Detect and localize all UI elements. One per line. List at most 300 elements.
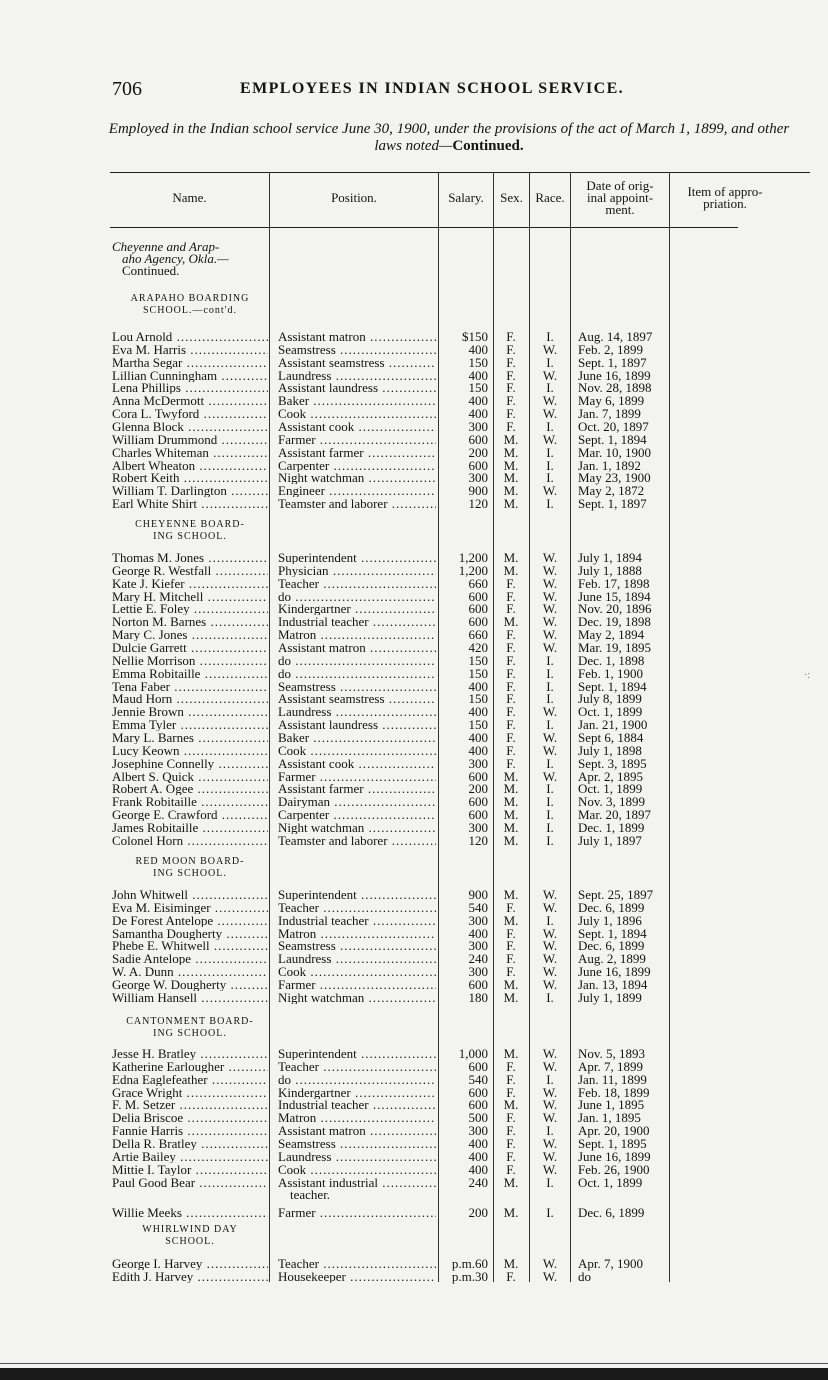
- employee-name: Thomas M. Jones .....: [112, 551, 268, 564]
- employee-salary: 400: [468, 1135, 488, 1151]
- employee-position: Industrial teacher .....: [278, 914, 436, 927]
- employee-salary: 600: [468, 431, 488, 447]
- employee-sex: M.: [503, 832, 519, 848]
- employee-salary: 1,200: [458, 550, 488, 565]
- employee-race: W.: [542, 951, 558, 967]
- section-title-line1: WHIRLWIND DAY: [142, 1224, 238, 1235]
- table-row: [0, 1111, 828, 1124]
- employee-salary: 120: [468, 496, 488, 512]
- employee-name: Eva M. Harris .....: [112, 343, 268, 356]
- column-header-position: Position.: [331, 190, 377, 205]
- employee-position: Laundress .....: [278, 952, 436, 965]
- employee-position: Seamstress .....: [278, 680, 436, 693]
- table-caption: [108, 121, 790, 155]
- employee-race: W.: [542, 964, 558, 980]
- employee-position: Baker .....: [278, 731, 436, 744]
- employee-sex: M.: [503, 562, 519, 578]
- employee-name: George R. Westfall .....: [112, 564, 268, 577]
- caption-italic: Employed in the Indian school service June 30, 1900, under the provisions of the act of March 1, 1899, and other laws noted—: [108, 121, 790, 154]
- employee-name: Delia Briscoe .....: [112, 1111, 268, 1124]
- section-title-line2: SCHOOL.: [165, 1236, 215, 1247]
- table-row: [0, 808, 828, 821]
- employee-salary: 400: [468, 729, 488, 745]
- employee-race: I.: [546, 1071, 554, 1087]
- employee-sex: F.: [506, 575, 516, 591]
- employee-sex: M.: [503, 887, 519, 902]
- table-row: [0, 914, 828, 927]
- employee-sex: M.: [503, 444, 519, 460]
- employee-name: Sadie Antelope .....: [112, 952, 268, 965]
- appointment-date: May 23, 1900: [578, 470, 651, 486]
- table-row: [0, 1060, 828, 1073]
- appointment-date: Apr. 7, 1900: [578, 1256, 643, 1271]
- employee-name: Anna McDermott .....: [112, 394, 268, 407]
- employee-name: George I. Harvey .....: [112, 1257, 268, 1270]
- employee-name: Lucy Keown .....: [112, 744, 268, 757]
- employee-name: Dulcie Garrett .....: [112, 641, 268, 654]
- appointment-date: June 16, 1899: [578, 367, 651, 383]
- employee-salary: 600: [468, 614, 488, 630]
- employee-sex: F.: [506, 367, 516, 383]
- appointment-date: July 1, 1897: [578, 832, 642, 848]
- employee-name: William Hansell .....: [112, 991, 268, 1004]
- employee-sex: F.: [506, 729, 516, 745]
- employee-salary: 600: [468, 1058, 488, 1074]
- employee-salary: 600: [468, 601, 488, 617]
- employee-salary: 600: [468, 1084, 488, 1100]
- table-row: [0, 965, 828, 978]
- table-row: [0, 991, 828, 1004]
- employee-name: Maud Horn .....: [112, 692, 268, 705]
- employee-race: W.: [542, 562, 558, 578]
- employee-race: W.: [542, 1084, 558, 1100]
- appointment-date: Nov. 5, 1893: [578, 1046, 646, 1061]
- appointment-date: Nov. 20, 1896: [578, 601, 652, 617]
- employee-position: Teacher .....: [278, 577, 436, 590]
- employee-name: Edna Eaglefeather .....: [112, 1073, 268, 1086]
- employee-position: Superintendent .....: [278, 888, 436, 901]
- employee-name: Lillian Cunningham .....: [112, 369, 268, 382]
- employee-race: W.: [542, 614, 558, 630]
- employee-sex: F.: [506, 419, 516, 434]
- employee-race: I.: [546, 912, 554, 928]
- table-row: [0, 1073, 828, 1086]
- employee-salary: 400: [468, 704, 488, 720]
- employee-name: William T. Darlington .....: [112, 484, 268, 497]
- table-row: [0, 782, 828, 795]
- appointment-date: Apr. 20, 1900: [578, 1123, 650, 1139]
- appointment-date: Oct. 1, 1899: [578, 1174, 643, 1190]
- employee-race: W.: [542, 899, 558, 915]
- employee-name: Colonel Horn .....: [112, 834, 268, 847]
- section-title: [110, 856, 270, 880]
- employee-name: Charles Whiteman .....: [112, 446, 268, 459]
- table-row: [0, 757, 828, 770]
- table-row: [0, 343, 828, 356]
- employee-race: W.: [542, 483, 558, 499]
- employee-sex: F.: [506, 899, 516, 915]
- employee-sex: F.: [506, 1135, 516, 1151]
- table-top-rule: [110, 172, 810, 173]
- employee-position: Cook .....: [278, 744, 436, 757]
- employee-race: W.: [542, 1046, 558, 1061]
- employee-sex: M.: [503, 550, 519, 565]
- employee-sex: F.: [506, 678, 516, 694]
- table-row: [0, 590, 828, 603]
- employee-race: W.: [542, 550, 558, 565]
- employee-position: Assistant farmer .....: [278, 446, 436, 459]
- appointment-date: Dec. 19, 1898: [578, 614, 651, 630]
- employee-salary: 600: [468, 588, 488, 604]
- appointment-date: Nov. 28, 1898: [578, 380, 652, 396]
- employee-salary: 600: [468, 768, 488, 784]
- employee-sex: M.: [503, 483, 519, 499]
- employee-position: Assistant matron .....: [278, 641, 436, 654]
- agency-heading: [112, 241, 272, 277]
- employee-position: Assistant cook .....: [278, 420, 436, 433]
- employee-race: I.: [546, 989, 554, 1005]
- table-row: [0, 888, 828, 901]
- employee-race: W.: [542, 1135, 558, 1151]
- employee-salary: 150: [468, 652, 488, 668]
- employee-salary: 600: [468, 807, 488, 822]
- appointment-date: do: [578, 1268, 591, 1284]
- appointment-date: June 16, 1899: [578, 1148, 651, 1164]
- appointment-date: Mar. 10, 1900: [578, 444, 651, 460]
- section-title-line2: ING SCHOOL.: [153, 1028, 227, 1039]
- table-row: [0, 718, 828, 731]
- table-row: [0, 602, 828, 615]
- appointment-date: Aug. 14, 1897: [578, 329, 653, 344]
- employee-sex: M.: [503, 912, 519, 928]
- employee-position: Baker .....: [278, 394, 436, 407]
- appointment-date: July 1, 1894: [578, 550, 642, 565]
- table-row: [0, 978, 828, 991]
- table-row: [0, 330, 828, 343]
- appointment-date: Jan. 13, 1894: [578, 977, 648, 992]
- employee-name: Kate J. Kiefer .....: [112, 577, 268, 590]
- employee-position: Seamstress .....: [278, 1137, 436, 1150]
- employee-salary: 150: [468, 380, 488, 396]
- agency-line2: aho Agency, Okla.—: [122, 251, 229, 266]
- employee-salary: 300: [468, 755, 488, 771]
- appointment-date: Feb. 2, 1899: [578, 341, 643, 357]
- table-row: [0, 433, 828, 446]
- table-row: [0, 1257, 828, 1270]
- table-row: [0, 1137, 828, 1150]
- appointment-date: Jan. 1, 1895: [578, 1110, 641, 1126]
- employee-position: Matron .....: [278, 927, 436, 940]
- employee-sex: F.: [506, 1123, 516, 1139]
- appointment-date: Feb. 18, 1899: [578, 1084, 650, 1100]
- employee-position: Industrial teacher .....: [278, 615, 436, 628]
- employee-position: Superintendent .....: [278, 551, 436, 564]
- employee-position: Assistant industrial .....: [278, 1176, 436, 1189]
- date-header-line2: inal appoint-: [586, 190, 654, 205]
- table-row: [0, 615, 828, 628]
- employee-race: I.: [546, 1174, 554, 1190]
- employee-name: Emma Tyler .....: [112, 718, 268, 731]
- employee-race: W.: [542, 588, 558, 604]
- employee-position: Assistant cook .....: [278, 757, 436, 770]
- section-title-line2: ING SCHOOL.: [153, 868, 227, 879]
- employee-race: W.: [542, 406, 558, 422]
- employee-sex: F.: [506, 1148, 516, 1164]
- employee-salary: 660: [468, 627, 488, 643]
- employee-sex: F.: [506, 925, 516, 941]
- appointment-date: Feb. 17, 1898: [578, 575, 650, 591]
- employee-race: W.: [542, 704, 558, 720]
- table-row: [0, 641, 828, 654]
- employee-name: Della R. Bratley .....: [112, 1137, 268, 1150]
- running-head: EMPLOYEES IN INDIAN SCHOOL SERVICE.: [240, 80, 625, 97]
- table-row-continuation: [0, 1188, 828, 1201]
- appointment-date: Dec. 1, 1899: [578, 819, 645, 835]
- employee-sex: F.: [506, 380, 516, 396]
- employee-race: W.: [542, 367, 558, 383]
- employee-position: Superintendent .....: [278, 1047, 436, 1060]
- employee-sex: M.: [503, 470, 519, 486]
- employee-race: W.: [542, 341, 558, 357]
- employee-salary: 660: [468, 575, 488, 591]
- table-row: [0, 394, 828, 407]
- employee-position: Teacher .....: [278, 901, 436, 914]
- employee-salary: 120: [468, 832, 488, 848]
- employee-position: Carpenter .....: [278, 808, 436, 821]
- employee-name: Glenna Block .....: [112, 420, 268, 433]
- employee-position: Seamstress .....: [278, 343, 436, 356]
- employee-sex: F.: [506, 951, 516, 967]
- section-title-line2: ING SCHOOL.: [153, 531, 227, 542]
- employee-name: Mary H. Mitchell .....: [112, 590, 268, 603]
- employee-sex: F.: [506, 1268, 516, 1284]
- appointment-date: Nov. 3, 1899: [578, 794, 646, 810]
- appointment-date: June 15, 1894: [578, 588, 651, 604]
- employee-race: I.: [546, 457, 554, 473]
- employee-name: Cora L. Twyford .....: [112, 407, 268, 420]
- employee-salary: 400: [468, 1161, 488, 1177]
- appointment-date: Sept 6, 1884: [578, 729, 644, 745]
- employee-sex: F.: [506, 665, 516, 681]
- table-row: [0, 667, 828, 680]
- appointment-date: Sept. 1, 1894: [578, 925, 647, 941]
- employee-salary: 300: [468, 912, 488, 928]
- employee-name: Mary L. Barnes .....: [112, 731, 268, 744]
- employee-name: George E. Crawford .....: [112, 808, 268, 821]
- employee-position: Assistant laundress .....: [278, 718, 436, 731]
- column-header-race: Race.: [535, 190, 565, 205]
- employee-salary: 150: [468, 717, 488, 733]
- employee-position: Matron .....: [278, 1111, 436, 1124]
- employee-sex: F.: [506, 717, 516, 733]
- table-row: [0, 564, 828, 577]
- appointment-date: Jan. 7, 1899: [578, 406, 641, 422]
- appointment-date: May 2, 1872: [578, 483, 645, 499]
- employee-sex: M.: [503, 1174, 519, 1190]
- appointment-date: Sept. 3, 1895: [578, 755, 647, 771]
- employee-name: Paul Good Bear .....: [112, 1176, 268, 1189]
- employee-position: Kindergartner .....: [278, 1086, 436, 1099]
- employee-race: I.: [546, 691, 554, 707]
- employee-position: Industrial teacher .....: [278, 1098, 436, 1111]
- section-title-line1: CHEYENNE BOARD-: [135, 519, 245, 530]
- employee-race: I.: [546, 794, 554, 810]
- page-number: 706: [112, 78, 142, 100]
- employee-sex: F.: [506, 704, 516, 720]
- table-row: [0, 577, 828, 590]
- employee-salary: 300: [468, 819, 488, 835]
- employee-sex: F.: [506, 329, 516, 344]
- employee-sex: M.: [503, 614, 519, 630]
- employee-position: do .....: [278, 667, 436, 680]
- employee-name: Mary C. Jones .....: [112, 628, 268, 641]
- employee-name: Josephine Connelly .....: [112, 757, 268, 770]
- employee-race: W.: [542, 925, 558, 941]
- employee-sex: F.: [506, 755, 516, 771]
- employee-sex: F.: [506, 1084, 516, 1100]
- table-row: [0, 692, 828, 705]
- employee-position: Assistant matron .....: [278, 330, 436, 343]
- table-row: [0, 1150, 828, 1163]
- appointment-date: Oct. 1, 1899: [578, 704, 643, 720]
- section-title: [110, 519, 270, 543]
- employee-race: I.: [546, 419, 554, 434]
- employee-sex: F.: [506, 1058, 516, 1074]
- employee-salary: 200: [468, 1205, 488, 1221]
- employee-race: W.: [542, 393, 558, 409]
- employee-race: I.: [546, 444, 554, 460]
- column-header-salary: Salary.: [448, 190, 484, 205]
- employee-race: W.: [542, 887, 558, 902]
- table-row: [0, 628, 828, 641]
- table-row: [0, 927, 828, 940]
- employee-position: Assistant seamstress .....: [278, 356, 436, 369]
- employee-salary: 150: [468, 354, 488, 370]
- employee-sex: M.: [503, 1097, 519, 1113]
- employee-position: Laundress .....: [278, 705, 436, 718]
- employee-salary: 600: [468, 794, 488, 810]
- column-header-sex: Sex.: [500, 190, 523, 205]
- employee-salary: 200: [468, 781, 488, 797]
- employee-sex: F.: [506, 406, 516, 422]
- employee-race: W.: [542, 1148, 558, 1164]
- employee-salary: 200: [468, 444, 488, 460]
- section-title-line1: RED MOON BOARD-: [135, 856, 245, 867]
- employee-race: I.: [546, 496, 554, 512]
- employee-sex: M.: [503, 794, 519, 810]
- employee-sex: F.: [506, 627, 516, 643]
- employee-name: Emma Robitaille .....: [112, 667, 268, 680]
- employee-race: W.: [542, 1268, 558, 1284]
- employee-race: I.: [546, 717, 554, 733]
- appointment-date: Dec. 6, 1899: [578, 899, 645, 915]
- appointment-date: Jan. 21, 1900: [578, 717, 648, 733]
- employee-salary: 540: [468, 1071, 488, 1087]
- employee-sex: M.: [503, 1046, 519, 1061]
- employee-salary: 240: [468, 1174, 488, 1190]
- appointment-date: May 6, 1899: [578, 393, 645, 409]
- table-row: [0, 407, 828, 420]
- table-row: [0, 446, 828, 459]
- employee-name: Frank Robitaille .....: [112, 795, 268, 808]
- employee-race: I.: [546, 832, 554, 848]
- appointment-date: Feb. 26, 1900: [578, 1161, 650, 1177]
- section-title-line1: CANTONMENT BOARD-: [126, 1016, 254, 1027]
- employee-salary: $150: [462, 329, 488, 344]
- section-title: [110, 1016, 270, 1040]
- employee-name: George W. Dougherty .....: [112, 978, 268, 991]
- employee-name: William Drummond .....: [112, 433, 268, 446]
- employee-name: Martha Segar .....: [112, 356, 268, 369]
- employee-position: Carpenter .....: [278, 459, 436, 472]
- table-row: [0, 680, 828, 693]
- employee-position: Laundress .....: [278, 1150, 436, 1163]
- employee-sex: M.: [503, 807, 519, 822]
- employee-position-continued: teacher.: [290, 1188, 331, 1202]
- employee-name: Mittie I. Taylor .....: [112, 1163, 268, 1176]
- employee-name: Lena Phillips .....: [112, 381, 268, 394]
- employee-race: W.: [542, 977, 558, 992]
- caption-roman: Continued.: [452, 138, 524, 154]
- employee-sex: F.: [506, 354, 516, 370]
- appointment-date: Sept. 1, 1897: [578, 354, 647, 370]
- employee-salary: 420: [468, 640, 488, 655]
- table-row: [0, 939, 828, 952]
- employee-race: I.: [546, 652, 554, 668]
- table-row: [0, 420, 828, 433]
- section-title-line2: SCHOOL.—cont'd.: [142, 305, 238, 316]
- employee-race: W.: [542, 1058, 558, 1074]
- employee-sex: F.: [506, 964, 516, 980]
- employee-position: Farmer .....: [278, 770, 436, 783]
- table-row: [0, 471, 828, 484]
- employee-name: Phebe E. Whitwell .....: [112, 939, 268, 952]
- employee-sex: M.: [503, 977, 519, 992]
- table-row: [0, 834, 828, 847]
- employee-sex: F.: [506, 1071, 516, 1087]
- margin-mark: ·:: [804, 670, 811, 681]
- employee-race: I.: [546, 819, 554, 835]
- employee-name: Jesse H. Bratley .....: [112, 1047, 268, 1060]
- table-row: [0, 459, 828, 472]
- table-row: [0, 1086, 828, 1099]
- column-header-name: Name.: [172, 190, 207, 205]
- employee-salary: 400: [468, 367, 488, 383]
- employee-position: Kindergartner .....: [278, 602, 436, 615]
- appointment-date: Jan. 11, 1899: [578, 1071, 647, 1087]
- appointment-date: July 8, 1899: [578, 691, 642, 707]
- employee-sex: F.: [506, 691, 516, 707]
- employee-salary: 300: [468, 938, 488, 954]
- date-header-line3: ment.: [605, 202, 635, 217]
- employee-sex: F.: [506, 341, 516, 357]
- appointment-date: July 1, 1888: [578, 562, 642, 578]
- appointment-date: Sept. 1, 1895: [578, 1135, 647, 1151]
- employee-position: Assistant seamstress .....: [278, 692, 436, 705]
- agency-line3: Continued.: [122, 263, 180, 278]
- employee-race: W.: [542, 742, 558, 758]
- table-row: [0, 744, 828, 757]
- table-row: [0, 901, 828, 914]
- employee-race: W.: [542, 729, 558, 745]
- employee-position: Farmer .....: [278, 978, 436, 991]
- agency-line1: Cheyenne and Arap-: [112, 239, 220, 254]
- employee-position: Cook .....: [278, 965, 436, 978]
- table-row: [0, 1206, 828, 1219]
- table-row: [0, 770, 828, 783]
- table-row: [0, 551, 828, 564]
- employee-salary: 300: [468, 964, 488, 980]
